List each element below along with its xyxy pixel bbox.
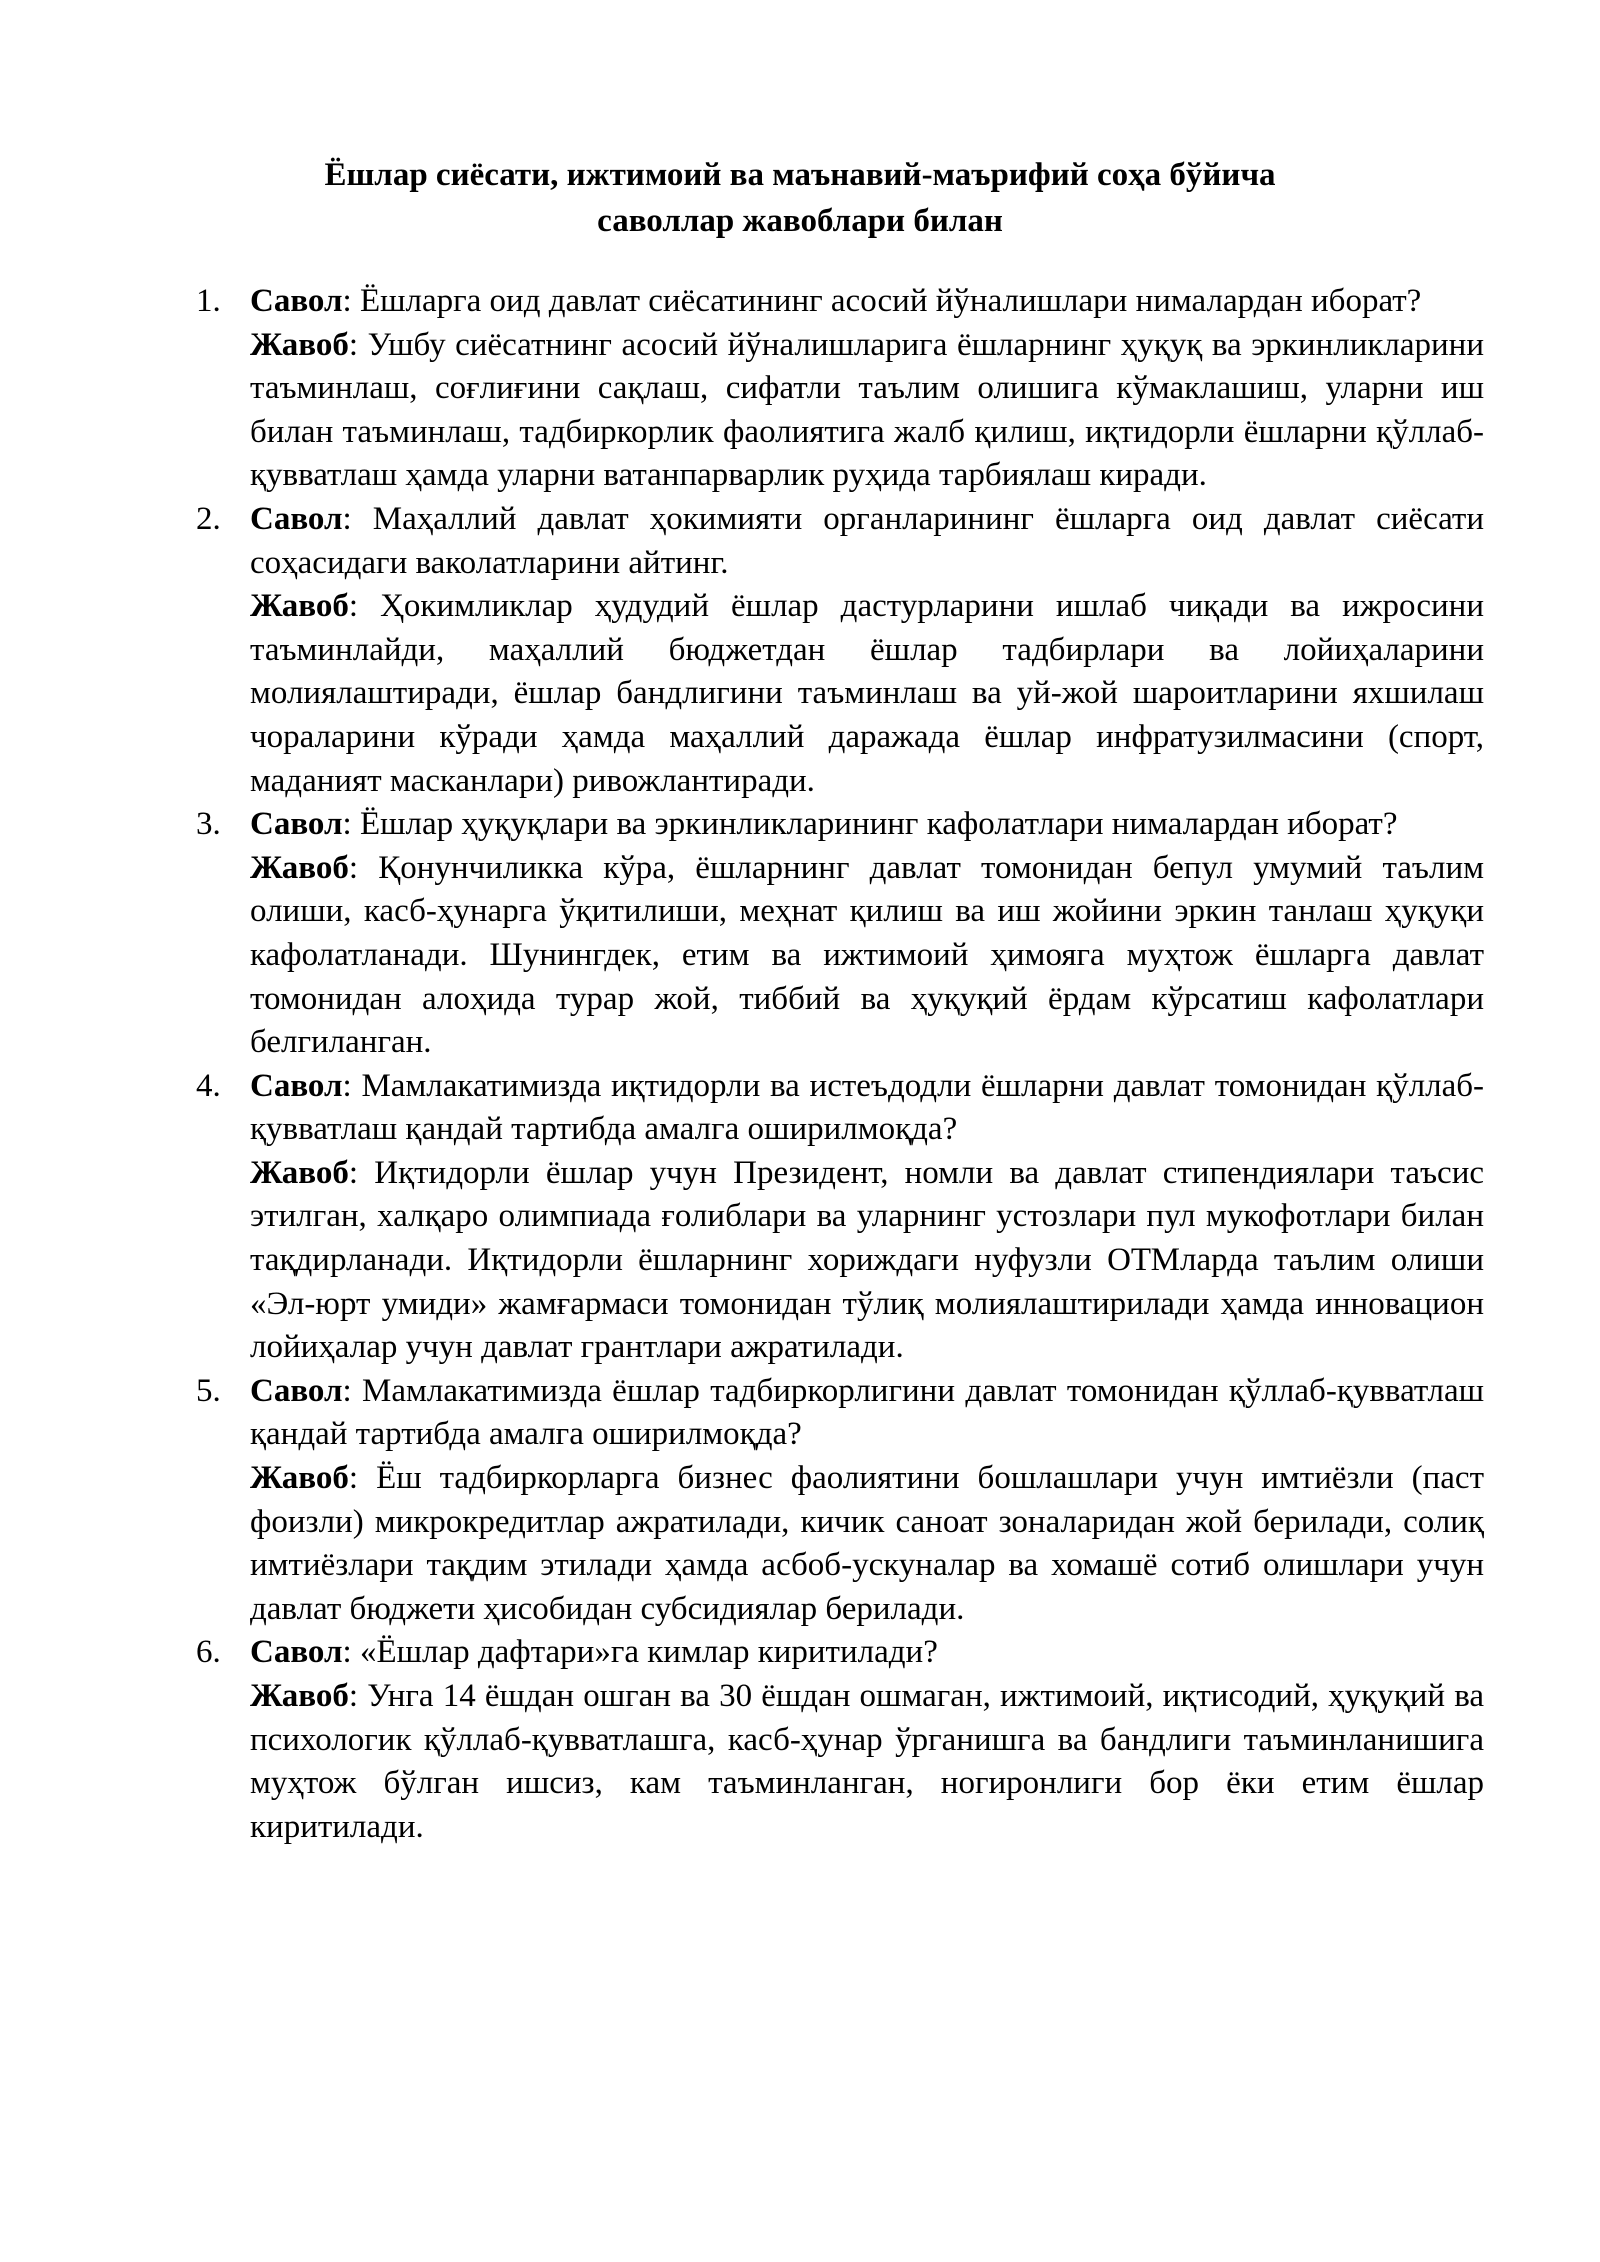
question-label: Савол [250, 1067, 343, 1104]
answer-paragraph [250, 1675, 1484, 1849]
document-title [200, 152, 1400, 244]
answer-text: Ушбу сиёсатнинг асосий йўналишларига ёшларнинг ҳуқуқ ва эркинликларини таъминлаш, соғлиғини сақлаш, сифатли таълим олишига кўмаклашиш, уларни иш билан таъминлаш, тадбиркорлик фаолиятига жалб қилиш, иқтидорли ёшларни қўллаб-қувватлаш ҳамда уларни ватанпарварлик руҳида тарбиялаш киради. [250, 326, 1484, 494]
answer-label: Жавоб [250, 1154, 349, 1191]
qa-item-6 [196, 1631, 1485, 1849]
question-text: Мамлакатимизда иқтидорли ва истеъдодли ёшларни давлат томонидан қўллаб-қувватлаш қандай тартибда амалга оширилмоқда? [250, 1067, 1485, 1148]
answer-label: Жавоб [250, 1678, 349, 1714]
question-label: Савол [250, 1372, 343, 1409]
label-separator: : [342, 1067, 362, 1104]
item-number: 6. [196, 1634, 221, 1671]
question-paragraph [250, 1370, 1484, 1457]
question-label: Савол [250, 500, 343, 537]
question-text: Ёшлар ҳуқуқлари ва эркинликларининг кафолатлари нималардан иборат? [359, 806, 1398, 843]
item-number: 5. [196, 1372, 221, 1409]
question-paragraph [250, 498, 1484, 585]
item-number: 2. [196, 500, 221, 537]
label-separator: : [348, 326, 368, 363]
label-separator: : [348, 849, 379, 886]
label-separator: : [342, 806, 360, 843]
label-separator: : [342, 1372, 363, 1409]
answer-label: Жавоб [250, 1460, 349, 1497]
question-label: Савол [250, 806, 343, 843]
qa-list [196, 280, 1485, 1849]
answer-paragraph [250, 1457, 1484, 1631]
answer-text: Унга 14 ёшдан ошган ва 30 ёшдан ошмаган, ижтимоий, иқтисодий, ҳуқуқий ва психологик қўллаб-қувватлашга, касб-ҳунар ўрганишга ва бандлиги таъминланишига муҳтож бўлган ишсиз, кам таъминланган, ногиронлиги бор ёки етим ёшлар киритилади. [250, 1678, 1485, 1845]
label-separator: : [348, 1678, 368, 1714]
answer-paragraph [250, 585, 1484, 803]
item-number: 1. [196, 283, 221, 319]
answer-label: Жавоб [250, 326, 349, 363]
question-paragraph [250, 1631, 1484, 1675]
answer-paragraph [250, 1152, 1484, 1370]
label-separator: : [348, 588, 381, 625]
answer-text: Ёш тадбиркорларга бизнес фаолиятини бошлашлари учун имтиёзли (паст фоизли) микрокредитлар ажратилади, кичик саноат зоналаридан жой берилади, солиқ имтиёзлари тақдим этилади ҳамда асбоб-ускуналар ва хомашё сотиб олишлари учун давлат бюджети ҳисобидан субсидиялар берилади. [250, 1460, 1485, 1627]
title-line-2: саволлар жавоблари билан [597, 203, 1003, 239]
label-separator: : [342, 1634, 360, 1671]
question-paragraph [250, 280, 1484, 324]
question-text: Мамлакатимизда ёшлар тадбиркорлигини давлат томонидан қўллаб-қувватлаш қандай тартибда амалга оширилмоқда? [250, 1372, 1484, 1453]
question-label: Савол [250, 1634, 343, 1671]
answer-text: Қонунчиликка кўра, ёшларнинг давлат томонидан бепул умумий таълим олиши, касб-ҳунарга ўқитилиши, меҳнат қилиш ва иш жойини эркин танлаш ҳуқуқи кафолатланади. Шунингдек, етим ва ижтимоий ҳимояга муҳтож ёшларга давлат томонидан алоҳида турар жой, тиббий ва ҳуқуқий ёрдам кўрсатиш кафолатлари белгиланган. [250, 849, 1484, 1061]
answer-paragraph [250, 324, 1484, 498]
label-separator: : [342, 283, 360, 319]
qa-item-3 [196, 803, 1484, 1065]
answer-label: Жавоб [250, 849, 349, 886]
qa-item-2 [196, 498, 1485, 803]
answer-paragraph [250, 847, 1484, 1065]
answer-text: Ҳокимликлар ҳудудий ёшлар дастурларини ишлаб чиқади ва ижросини таъминлайди, маҳаллий бюджетдан ёшлар тадбирлари ва лойиҳаларини молиялаштиради, ёшлар бандлигини таъминлаш ва уй-жой шароитларини яхшилаш чораларини кўради ҳамда маҳаллий даражада ёшлар инфратузилмасини (спорт, маданият масканлари) ривожлантиради. [250, 588, 1484, 799]
label-separator: : [348, 1154, 375, 1191]
title-line-1: Ёшлар сиёсати, ижтимоий ва маънавий-маърифий соҳа бўйича [324, 157, 1276, 193]
label-separator: : [342, 500, 373, 537]
qa-item-5 [196, 1370, 1485, 1632]
item-number: 4. [196, 1067, 221, 1104]
question-text: «Ёшлар дафтари»га кимлар киритилади? [359, 1634, 938, 1671]
qa-item-1 [196, 280, 1484, 498]
question-paragraph [250, 1065, 1484, 1152]
question-text: Ёшларга оид давлат сиёсатининг асосий йўналишлари нималардан иборат? [359, 283, 1422, 319]
question-paragraph [250, 803, 1484, 847]
label-separator: : [348, 1460, 377, 1497]
question-text: Маҳаллий давлат ҳокимияти органларининг ёшларга оид давлат сиёсати соҳасидаги ваколатларини айтинг. [250, 500, 1485, 581]
qa-item-4 [196, 1065, 1485, 1370]
answer-text: Иқтидорли ёшлар учун Президент, номли ва давлат стипендиялари таъсис этилган, халқаро олимпиада ғолиблари ва уларнинг устозлари пул мукофотлари билан тақдирланади. Иқтидорли ёшларнинг хориждаги нуфузли ОТМларда таълим олиши «Эл-юрт умиди» жамғармаси томонидан тўлиқ молиялаштирилади ҳамда инновацион лойиҳалар учун давлат грантлари ажратилади. [250, 1154, 1484, 1366]
item-number: 3. [196, 806, 221, 843]
question-label: Савол [250, 283, 343, 319]
answer-label: Жавоб [250, 588, 349, 625]
